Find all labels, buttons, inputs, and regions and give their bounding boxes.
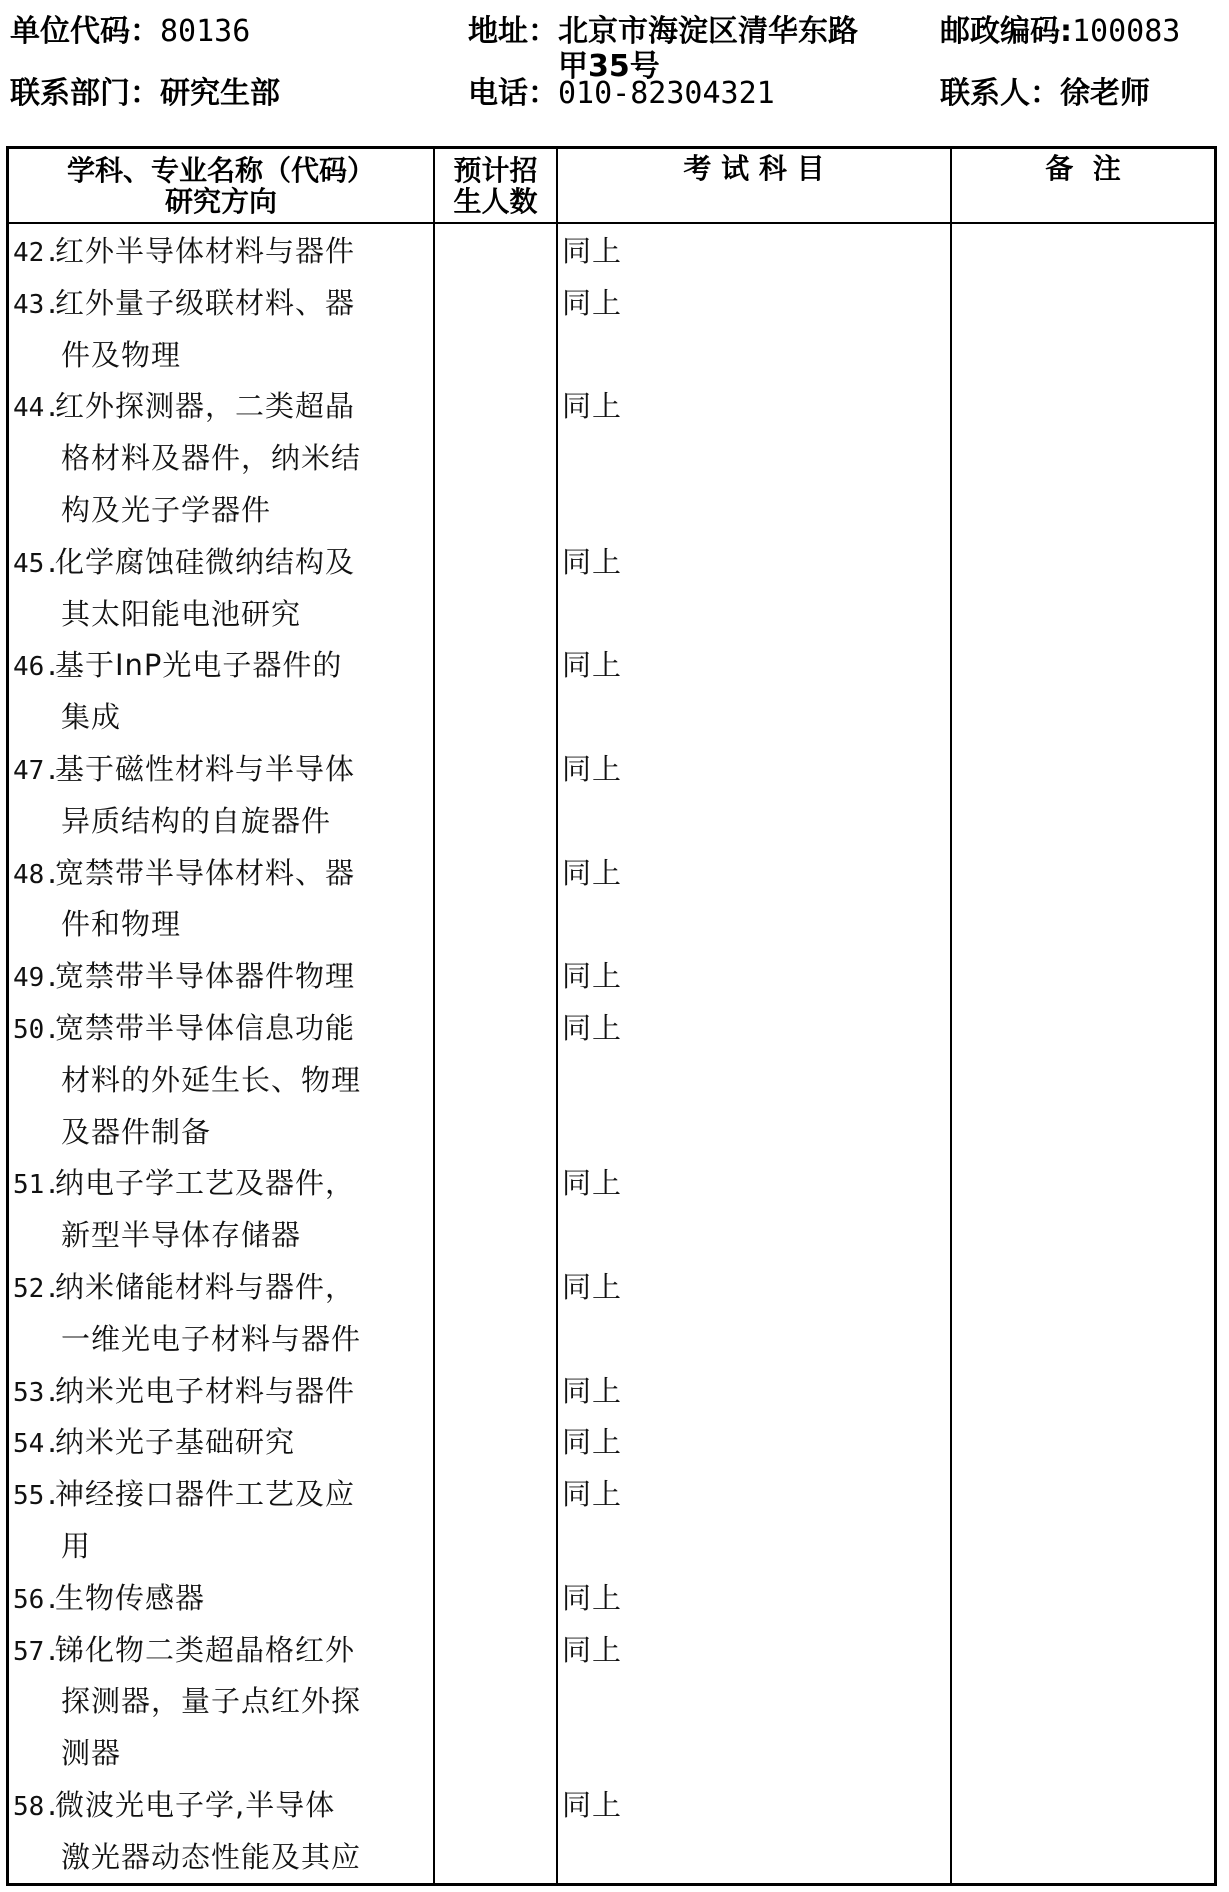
research-direction-text: 格材料及器件，纳米结 xyxy=(61,441,362,476)
research-direction-cell xyxy=(13,951,433,1003)
research-direction-line xyxy=(13,1107,433,1159)
research-direction-line xyxy=(13,485,433,537)
research-direction-text: 激光器动态性能及其应 xyxy=(61,1839,362,1874)
research-direction-cell xyxy=(13,537,433,641)
postcode xyxy=(940,16,1180,48)
phone-value: 010-82304321 xyxy=(558,76,775,111)
research-direction-text: 纳米光电子材料与器件 xyxy=(55,1373,356,1408)
research-direction-line xyxy=(13,692,433,744)
research-direction-line xyxy=(13,1625,433,1677)
research-direction-line xyxy=(13,433,433,485)
address xyxy=(468,16,858,48)
research-direction-line xyxy=(13,226,433,278)
research-direction-text: 神经接口器件工艺及应 xyxy=(55,1477,356,1512)
exam-subjects-cell: 同上 xyxy=(562,1477,623,1512)
research-direction-line xyxy=(13,1055,433,1107)
row-number: 52. xyxy=(13,1273,60,1304)
research-direction-line xyxy=(13,1573,433,1625)
research-direction-cell xyxy=(13,640,433,744)
research-direction-cell xyxy=(13,1780,433,1884)
exam-subjects-cell: 同上 xyxy=(562,285,623,320)
enrollment-table xyxy=(6,146,1217,1886)
research-direction-line xyxy=(13,589,433,641)
address-line1: 北京市海淀区清华东路 xyxy=(558,14,858,49)
table-row xyxy=(9,381,1214,536)
research-direction-text: 构及光子学器件 xyxy=(61,492,272,527)
row-number: 45. xyxy=(13,548,60,579)
row-number: 56. xyxy=(13,1584,60,1615)
research-direction-line xyxy=(13,381,433,433)
research-direction-line xyxy=(13,848,433,900)
research-direction-text: 及器件制备 xyxy=(61,1114,212,1149)
row-number: 49. xyxy=(13,963,60,994)
research-direction-cell xyxy=(13,1469,433,1573)
exam-subjects-cell: 同上 xyxy=(562,1632,623,1667)
table-row xyxy=(9,1003,1214,1158)
research-direction-text: 件和物理 xyxy=(61,907,182,942)
research-direction-line xyxy=(13,1003,433,1055)
research-direction-text: 生物传感器 xyxy=(55,1580,206,1615)
postcode-label: 邮政编码: xyxy=(940,14,1072,49)
row-number: 48. xyxy=(13,859,60,890)
postcode-value: 100083 xyxy=(1072,14,1181,49)
research-direction-text: 其太阳能电池研究 xyxy=(61,596,302,631)
research-direction-line xyxy=(13,1210,433,1262)
research-direction-line xyxy=(13,1366,433,1418)
exam-subjects-cell: 同上 xyxy=(562,1269,623,1304)
research-direction-cell xyxy=(13,278,433,382)
contact-value: 徐老师 xyxy=(1060,76,1150,111)
table-row xyxy=(9,1158,1214,1262)
research-direction-cell xyxy=(13,226,433,278)
research-direction-line xyxy=(13,1417,433,1469)
address-line2: 甲35号 xyxy=(558,49,660,84)
table-row xyxy=(9,1780,1214,1884)
research-direction-cell xyxy=(13,381,433,536)
dept-label: 联系部门： xyxy=(10,76,160,111)
contact-label: 联系人： xyxy=(940,76,1060,111)
col-header-quota-line2: 生人数 xyxy=(453,184,538,218)
exam-subjects-cell: 同上 xyxy=(562,1580,623,1615)
department xyxy=(10,78,280,110)
table-row xyxy=(9,278,1214,382)
table-body xyxy=(9,226,1214,1884)
research-direction-cell xyxy=(13,1262,433,1366)
unit-code xyxy=(10,16,250,48)
col-header-quota-line1: 预计招 xyxy=(453,153,538,187)
research-direction-line xyxy=(13,796,433,848)
research-direction-cell xyxy=(13,1625,433,1780)
research-direction-line xyxy=(13,951,433,1003)
table-row xyxy=(9,1417,1214,1469)
unit-code-label: 单位代码： xyxy=(10,14,160,49)
exam-subjects-cell: 同上 xyxy=(562,389,623,424)
table-row xyxy=(9,640,1214,744)
research-direction-text: 材料的外延生长、物理 xyxy=(61,1062,362,1097)
table-row xyxy=(9,1625,1214,1780)
exam-subjects-cell: 同上 xyxy=(562,1787,623,1822)
row-number: 44. xyxy=(13,393,60,424)
research-direction-text: 宽禁带半导体器件物理 xyxy=(55,959,356,994)
research-direction-cell xyxy=(13,1573,433,1625)
header-divider xyxy=(9,222,1214,224)
table-row xyxy=(9,226,1214,278)
research-direction-text: 纳电子学工艺及器件， xyxy=(55,1166,356,1201)
row-number: 57. xyxy=(13,1636,60,1667)
row-number: 53. xyxy=(13,1377,60,1408)
table-row xyxy=(9,1469,1214,1573)
row-number: 58. xyxy=(13,1791,60,1822)
exam-subjects-cell: 同上 xyxy=(562,855,623,890)
table-row xyxy=(9,1262,1214,1366)
research-direction-text: 一维光电子材料与器件 xyxy=(61,1321,362,1356)
row-number: 47. xyxy=(13,755,60,786)
table-row xyxy=(9,1366,1214,1418)
research-direction-line xyxy=(13,330,433,382)
dept-value: 研究生部 xyxy=(160,76,280,111)
research-direction-text: 基于磁性材料与半导体 xyxy=(55,751,356,786)
col-header-exam-label: 考 试 科 目 xyxy=(683,152,825,185)
row-number: 54. xyxy=(13,1429,60,1460)
col-header-subject xyxy=(9,149,433,222)
research-direction-cell xyxy=(13,848,433,952)
research-direction-text: 红外量子级联材料、器 xyxy=(55,285,356,320)
exam-subjects-cell: 同上 xyxy=(562,1425,623,1460)
table-row xyxy=(9,537,1214,641)
research-direction-line xyxy=(13,1676,433,1728)
research-direction-line xyxy=(13,537,433,589)
research-direction-cell xyxy=(13,1417,433,1469)
exam-subjects-cell: 同上 xyxy=(562,234,623,268)
exam-subjects-cell: 同上 xyxy=(562,544,623,579)
row-number: 46. xyxy=(13,652,60,683)
phone-label: 电话： xyxy=(468,76,558,111)
research-direction-text: 宽禁带半导体信息功能 xyxy=(55,1010,356,1045)
contact xyxy=(940,78,1150,110)
research-direction-text: 化学腐蚀硅微纳结构及 xyxy=(55,544,356,579)
research-direction-line xyxy=(13,899,433,951)
table-row xyxy=(9,951,1214,1003)
col-header-exam xyxy=(558,149,950,222)
row-number: 42. xyxy=(13,238,60,268)
row-number: 50. xyxy=(13,1014,60,1045)
research-direction-text: 红外半导体材料与器件 xyxy=(55,234,356,268)
col-header-subject-line1: 学科、专业名称（代码） xyxy=(66,153,375,187)
research-direction-text: 用 xyxy=(61,1528,92,1563)
research-direction-text: 测器 xyxy=(61,1736,122,1771)
exam-subjects-cell: 同上 xyxy=(562,959,623,994)
research-direction-text: 件及物理 xyxy=(61,337,182,372)
research-direction-text: 锑化物二类超晶格红外 xyxy=(55,1632,356,1667)
table-row xyxy=(9,1573,1214,1625)
research-direction-cell xyxy=(13,1366,433,1418)
unit-code-value: 80136 xyxy=(160,14,251,49)
phone xyxy=(468,78,775,110)
research-direction-text: 探测器，量子点红外探 xyxy=(61,1684,362,1719)
research-direction-cell xyxy=(13,744,433,848)
col-header-notes-label: 备 注 xyxy=(1045,152,1121,185)
exam-subjects-cell: 同上 xyxy=(562,751,623,786)
research-direction-text: 异质结构的自旋器件 xyxy=(61,803,332,838)
research-direction-cell xyxy=(13,1003,433,1158)
exam-subjects-cell: 同上 xyxy=(562,648,623,683)
research-direction-text: 红外探测器，二类超晶 xyxy=(55,389,356,424)
research-direction-line xyxy=(13,1780,433,1832)
row-number: 43. xyxy=(13,289,60,320)
research-direction-line xyxy=(13,1521,433,1573)
row-number: 55. xyxy=(13,1481,60,1512)
research-direction-line xyxy=(13,1262,433,1314)
research-direction-cell xyxy=(13,1158,433,1262)
research-direction-text: 纳米储能材料与器件， xyxy=(55,1269,356,1304)
table-row xyxy=(9,848,1214,952)
research-direction-line xyxy=(13,278,433,330)
exam-subjects-cell: 同上 xyxy=(562,1166,623,1201)
research-direction-line xyxy=(13,744,433,796)
research-direction-line xyxy=(13,1832,433,1884)
research-direction-line xyxy=(13,1728,433,1780)
exam-subjects-cell: 同上 xyxy=(562,1010,623,1045)
table-row xyxy=(9,744,1214,848)
research-direction-text: 集成 xyxy=(61,700,122,735)
research-direction-line xyxy=(13,1314,433,1366)
research-direction-line xyxy=(13,1158,433,1210)
research-direction-line xyxy=(13,1469,433,1521)
col-header-notes xyxy=(952,149,1214,222)
row-number: 51. xyxy=(13,1170,60,1201)
research-direction-line xyxy=(13,640,433,692)
address-label: 地址： xyxy=(468,14,558,49)
exam-subjects-cell: 同上 xyxy=(562,1373,623,1408)
research-direction-text: 新型半导体存储器 xyxy=(61,1218,302,1253)
research-direction-text: 基于InP光电子器件的 xyxy=(55,648,343,683)
research-direction-text: 纳米光子基础研究 xyxy=(55,1425,296,1460)
research-direction-text: 宽禁带半导体材料、器 xyxy=(55,855,356,890)
col-header-subject-line2: 研究方向 xyxy=(164,184,277,218)
col-header-quota xyxy=(435,149,556,222)
research-direction-text: 微波光电子学,半导体 xyxy=(55,1787,336,1822)
